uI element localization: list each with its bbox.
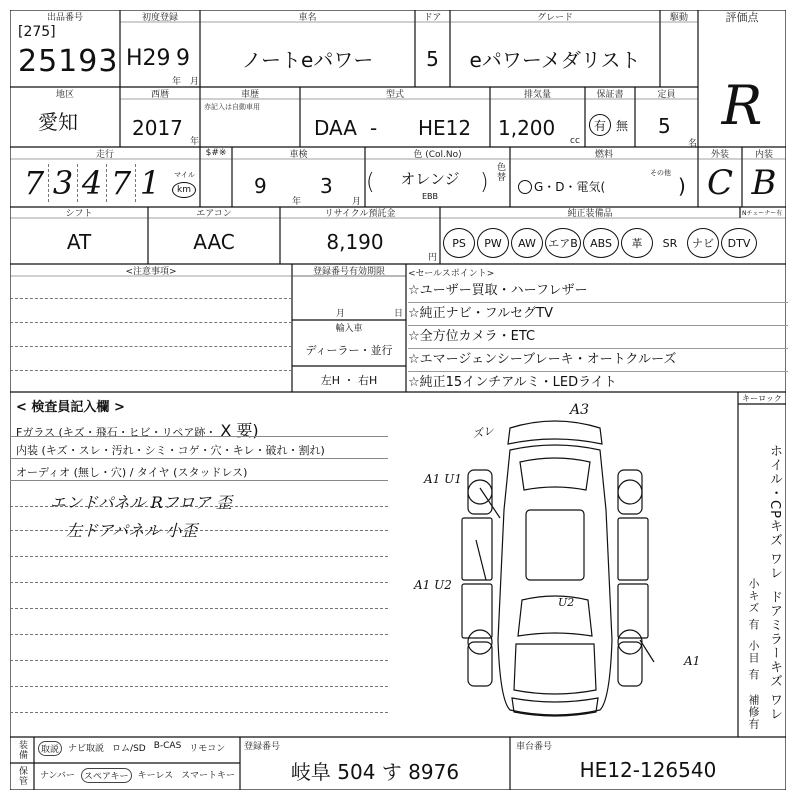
- inspection-month: 3: [320, 174, 333, 198]
- grade-label: グレード: [536, 12, 573, 23]
- auction-sheet: [10, 10, 786, 790]
- score-value: R: [721, 73, 763, 137]
- displacement-value: 1,200: [498, 116, 556, 140]
- manual-option: 取説: [38, 741, 62, 756]
- reg-expiry-label: 登録番号有効期限: [312, 266, 385, 277]
- damage-mark-u2: U2: [558, 596, 575, 609]
- equipment-aw: AW: [511, 228, 543, 258]
- color-bracket-open: (: [366, 170, 375, 195]
- notes-lines: [10, 276, 292, 392]
- exterior-grade: C: [706, 163, 733, 203]
- interior-grade: B: [751, 163, 777, 203]
- glass-mark: X 要): [220, 421, 259, 440]
- fuel-options: [518, 178, 605, 195]
- mileage-digit: 7: [107, 164, 136, 202]
- import-label: 輸入車: [335, 323, 363, 334]
- fuel-label: 燃料: [594, 149, 613, 160]
- score-label: 評価点: [725, 11, 759, 24]
- lot-sub-number: [275]: [18, 24, 56, 40]
- handle-side: 左H ・ 右H: [320, 374, 378, 387]
- sale-point-item: ☆ユーザー買取・ハーフレザー: [408, 280, 788, 303]
- history-label: 車歴: [240, 89, 259, 100]
- lot-label: 出品番号: [46, 12, 83, 23]
- year-value: 2017: [132, 116, 183, 140]
- damage-mark-a3: A3: [570, 402, 590, 418]
- recycle-label: リサイクル預託金: [324, 209, 396, 219]
- type-dash: -: [370, 116, 378, 140]
- first-reg-era: H29: [126, 46, 171, 71]
- area-value: 愛知: [38, 110, 78, 134]
- side-text-minor-scratch: 小キズ 有: [747, 578, 760, 631]
- doors-label: ドア: [423, 12, 442, 23]
- inspection-label: 車検: [289, 149, 308, 160]
- shift-label: シフト: [65, 209, 93, 219]
- sale-point-item: ☆エマージェンシーブレーキ・オートクルーズ: [408, 349, 788, 372]
- history-note: 赤記入は自動車用: [204, 103, 260, 111]
- damage-mark-a1u2: A1 U2: [414, 578, 452, 592]
- sale-point-item: ☆全方位カメラ・ETC: [408, 326, 788, 349]
- inspector-ruled-lines: [10, 410, 388, 737]
- color-name: オレンジ: [400, 169, 460, 188]
- exterior-label: 外装: [710, 149, 729, 160]
- recycle-value: 8,190: [326, 230, 384, 254]
- sale-points-list: [408, 280, 788, 394]
- warranty-no: 無: [616, 119, 629, 133]
- doors-value: 5: [426, 46, 439, 71]
- type-label: 型式: [385, 89, 404, 100]
- bcas-option: B-CAS: [153, 741, 182, 751]
- mileage-digit: 1: [139, 164, 161, 202]
- equipment-navi: ナビ: [687, 228, 719, 258]
- navi-manual-option: ナビ取説: [68, 744, 105, 754]
- color-bracket-close: ): [480, 170, 489, 195]
- first-reg-month: 9: [176, 46, 190, 71]
- handwritten-note-2: 左ドアパネル 小歪: [66, 521, 198, 540]
- year-unit: 年: [190, 137, 200, 147]
- damage-mark-a1: A1: [684, 654, 701, 668]
- type-code: HE12: [418, 116, 472, 140]
- aircon-label: エアコン: [196, 209, 232, 219]
- capacity-value: 5: [658, 114, 671, 138]
- spare-key-option: スペアキー: [81, 768, 132, 783]
- reg-expiry-month: 月: [336, 309, 346, 319]
- unit-mile: マイル: [174, 171, 195, 179]
- interior-label: 内装: [754, 149, 773, 160]
- audio-tire-line: オーディオ (無し・穴) / タイヤ (スタッドレス): [16, 466, 248, 479]
- side-text-repaired: 補修有: [747, 694, 760, 730]
- car-damage-diagram: [440, 400, 670, 730]
- plate-number: 岐阜 504 す 8976: [290, 759, 460, 784]
- equip-section-label: 装備: [17, 740, 27, 760]
- side-text-door-mirror: ドアミラーキズ ワレ: [767, 590, 782, 722]
- inspector-title: < 検査員記入欄 >: [16, 400, 125, 415]
- handwritten-note-1: エンドパネル Rフロア 歪: [50, 493, 232, 512]
- interior-condition-line: 内装 (キズ・スレ・汚れ・シミ・コゲ・穴・キレ・破れ・割れ): [16, 444, 325, 457]
- area-label: 地区: [55, 89, 74, 100]
- tuner-label: Nチューナー有: [742, 210, 783, 217]
- first-reg-label: 初度登録: [141, 12, 178, 23]
- fuel-close-bracket: ): [678, 174, 686, 198]
- key-lock-label: キーロック: [742, 393, 782, 403]
- equipment-pw: PW: [477, 228, 509, 258]
- unit-year: 年: [172, 77, 182, 87]
- warranty-label: 保証書: [596, 89, 624, 100]
- warranty-yes: 有: [589, 114, 611, 136]
- color-code: EBB: [421, 191, 439, 201]
- type-prefix: DAA: [314, 116, 357, 140]
- unit-month: 月: [190, 77, 200, 87]
- unit-cc: cc: [570, 136, 580, 146]
- plate-label: 登録番号: [244, 742, 281, 752]
- equipment-label: 純正装備品: [567, 209, 613, 219]
- equipment-list: [442, 228, 758, 258]
- unit-people: 名: [688, 139, 698, 149]
- fuel-options-text: G・D・電気(: [534, 180, 606, 194]
- unit-km-circled: km: [172, 182, 196, 198]
- aircon-value: AAC: [193, 230, 235, 254]
- displacement-label: 排気量: [523, 89, 551, 100]
- smart-key-option: スマートキー: [181, 771, 235, 781]
- rom-sd-option: ロム/SD: [112, 744, 146, 754]
- fuel-other-label: その他: [650, 169, 671, 177]
- side-text-wheel: ホイル・CPキズ ワレ: [767, 444, 782, 581]
- color-label: 色 (Col.No): [413, 149, 462, 160]
- model-label: 車名: [298, 12, 317, 23]
- model-name: ノートeパワー: [241, 48, 374, 72]
- reg-expiry-day: 日: [394, 309, 404, 319]
- storage-section-label: 保管: [17, 766, 27, 786]
- equipment-airbag: エアB: [545, 228, 581, 258]
- equipment-dtv: DTV: [721, 228, 757, 258]
- inspection-year: 9: [254, 174, 267, 198]
- glass-text: Fガラス (キズ・飛石・ヒビ・リペア跡・: [16, 426, 217, 439]
- mileage-label: 走行: [95, 149, 114, 160]
- mileage-digits: [20, 163, 180, 203]
- unit-yen: 円: [428, 253, 438, 263]
- bottom-equipment-row1: [38, 741, 227, 756]
- mileage-digit: 7: [20, 164, 49, 202]
- equipment-abs: ABS: [583, 228, 619, 258]
- keyless-option: キーレス: [137, 771, 174, 781]
- chassis-label: 車台番号: [516, 742, 553, 752]
- damage-mark-a1u1: A1 U1: [424, 472, 462, 486]
- damage-mark-scuff: ズレ: [470, 423, 496, 442]
- lot-number: 25193: [18, 44, 119, 79]
- inspection-unit-month: 月: [352, 197, 362, 207]
- capacity-label: 定員: [657, 89, 676, 100]
- shift-value: AT: [66, 230, 92, 254]
- mileage-digit: 4: [78, 164, 107, 202]
- bottom-equipment-row2: [38, 768, 237, 783]
- year-label: 西暦: [150, 89, 169, 100]
- notes-label: <注意事項>: [125, 266, 177, 277]
- dealer-parallel: ディーラー・並行: [305, 344, 393, 357]
- sale-point-item: ☆純正ナビ・フルセグTV: [408, 303, 788, 326]
- equipment-leather: 革: [621, 228, 653, 258]
- fuel-selected-mark: [518, 180, 532, 194]
- equipment-sunroof: SR: [662, 236, 678, 250]
- side-text-minor-dent: 小目 有: [747, 640, 760, 681]
- drive-label: 駆動: [669, 12, 688, 23]
- plate-option: ナンバー: [40, 771, 75, 781]
- mileage-digit: 3: [49, 164, 78, 202]
- grade-value: eパワーメダリスト: [469, 48, 641, 72]
- remote-option: リモコン: [189, 744, 226, 754]
- sale-points-label: <セールスポイント>: [408, 269, 495, 279]
- equipment-ps: PS: [443, 228, 475, 258]
- sale-point-item: ☆純正15インチアルミ・LEDライト: [408, 375, 617, 390]
- inspection-unit-year: 年: [292, 197, 302, 207]
- chassis-number: HE12-126540: [579, 758, 717, 782]
- color-change-label: 色替: [495, 162, 505, 182]
- km-note-label: $#※: [205, 148, 227, 158]
